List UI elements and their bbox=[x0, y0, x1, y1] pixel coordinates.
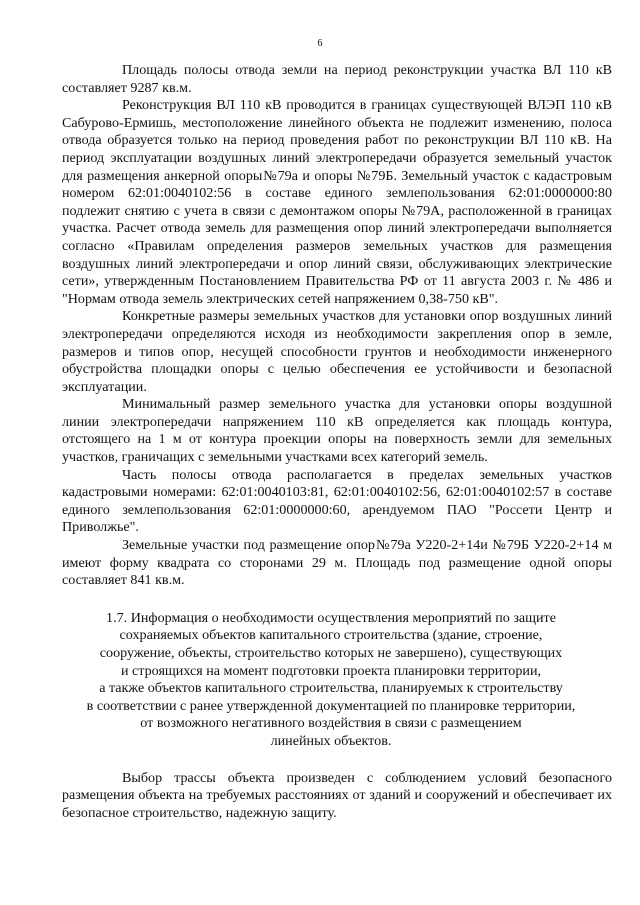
section-heading-line: линейных объектов. bbox=[270, 732, 392, 749]
paragraph-route-selection: Выбор трассы объекта произведен с соблюдением условий безопасного размещения объекта на требуемых расстояниях от зданий и сооружений и обеспечивает их безопасное строительство, надежную защиту. bbox=[62, 769, 612, 821]
section-heading-line: в соответствии с ранее утвержденной документацией по планировке территории, bbox=[86, 697, 576, 714]
section-heading-line: сохраняемых объектов капитального строительства (здание, строение, bbox=[119, 627, 543, 644]
page-number: 6 bbox=[317, 38, 323, 49]
document-body bbox=[62, 62, 612, 822]
paragraph-support-plots: Земельные участки под размещение опор№79а У220-2+14и №79Б У220-2+14 м имеют форму квадрата со сторонами 29 м. Площадь под размещение одной опоры составляет 841 кв.м. bbox=[62, 537, 612, 589]
paragraph-row-area: Площадь полосы отвода земли на период реконструкции участка ВЛ 110 кВ составляет 9287 кв.м. bbox=[62, 62, 612, 96]
section-heading bbox=[62, 610, 612, 751]
section-heading-line: от возможного негативного воздействия в связи с размещением bbox=[140, 715, 522, 732]
section-heading-line: а также объектов капитального строительства, планируемых к строительству bbox=[99, 680, 563, 697]
paragraph-cadastral-numbers: Часть полосы отвода располагается в пределах земельных участков кадастровыми номерами: 62:01:0040103:81, 62:01:0040102:56, 62:01:0040102:57 в составе единого землепользования 62:01:0000000:60, арендуемом ПАО "Россети Центр и Приволжье". bbox=[62, 466, 612, 536]
section-heading-line: 1.7. Информация о необходимости осуществления мероприятий по защите bbox=[106, 609, 556, 626]
paragraph-plot-sizes: Конкретные размеры земельных участков для установки опор воздушных линий электропередачи определяются исходя из необходимости закрепления опор в земле, размеров и типов опор, несущей способности грунтов и необходимости инженерного обустройства площадки опоры с целью обеспечения ее устойчивости и безопасной эксплуатации. bbox=[62, 308, 612, 395]
paragraph-reconstruction: Реконструкция ВЛ 110 кВ проводится в границах существующей ВЛЭП 110 кВ Сабурово-Ермишь, местоположение линейного объекта не подлежит изменению, полоса отвода образуется только на период проведения работ по реконструкции ВЛ 110 кВ. На период эксплуатации воздушных линий электропередачи образуется земельный участок для размещения анкерной опоры№79а и опоры №79Б. Земельный участок с кадастровым номером 62:01:0040102:56 в составе единого землепользования 62:01:0000000:80 подлежит снятию с учета в связи с демонтажом опоры №79А, расположенной в границах участка. Расчет отвода земель для размещения опор линий электропередачи выполняется согласно «Правилам определения размеров земельных участков для размещения воздушных линий электропередачи и опор линий связи, обслуживающих электрические сети», утвержденным Постановлением Правительства РФ от 11 августа 2003 г. № 486 и "Нормам отвода земель электрических сетей напряжением 0,38-750 кВ". bbox=[62, 97, 612, 307]
section-heading-line: и строящихся на момент подготовки проекта планировки территории, bbox=[120, 662, 542, 679]
section-heading-line: сооружение, объекты, строительство которых не завершено), существующих bbox=[99, 645, 563, 661]
paragraph-minimum-plot: Минимальный размер земельного участка для установки опоры воздушной линии электропередачи напряжением 110 кВ определяется как площадь контура, отстоящего на 1 м от контура проекции опоры на поверхность земли для земельных участков, граничащих с земельными участками всех категорий земель. bbox=[62, 396, 612, 466]
